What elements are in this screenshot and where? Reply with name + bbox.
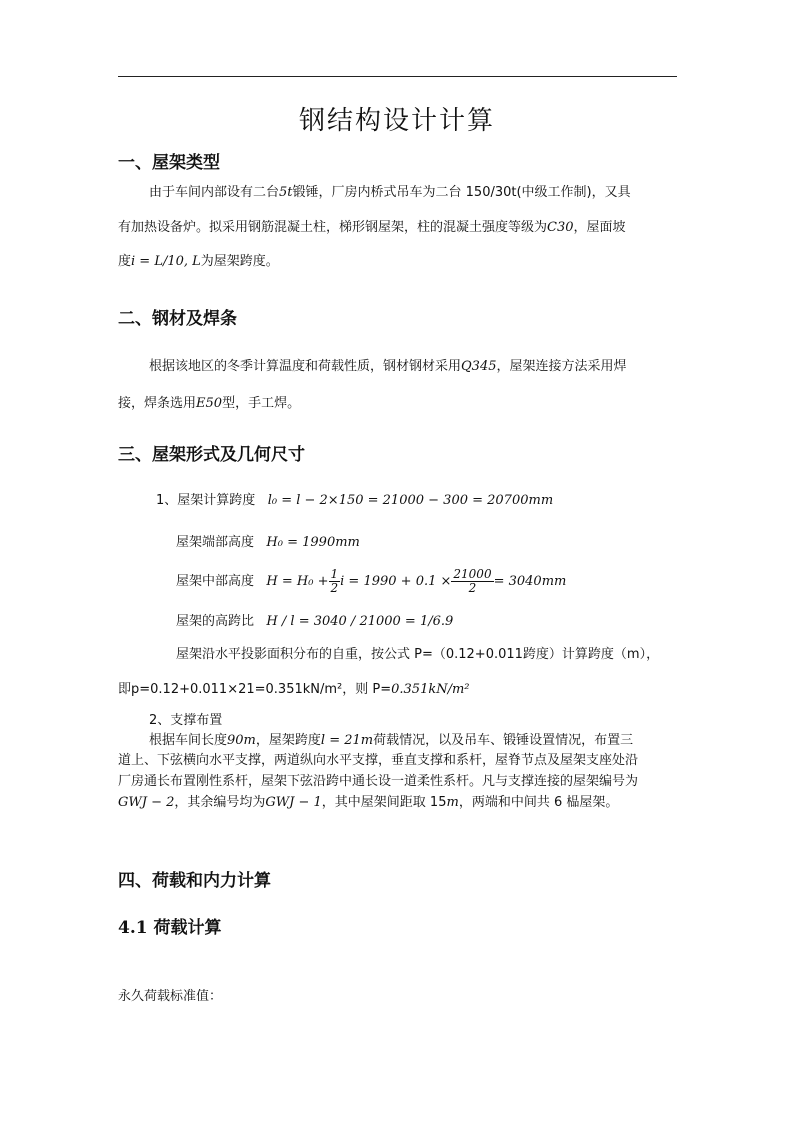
header-rule [118,76,677,77]
brace-line3: 厂房通长布置刚性系杆，屋架下弦沿跨中通长设一道柔性系杆。凡与支撑连接的屋架编号为 [118,774,639,789]
ratio-row: 屋架的高跨比 H / l = 3040 / 21000 = 1/6.9 [176,614,454,629]
permanent-load-label: 永久荷载标准值： [118,989,223,1004]
end-height-row: 屋架端部高度 H₀ = 1990mm [176,535,360,550]
section2-line2: 接，焊条选用E50型，手工焊。 [118,396,301,411]
section4-heading: 四、荷载和内力计算 [118,871,271,891]
page-title: 钢结构设计计算 [298,106,495,136]
span-row: 1、屋架计算跨度 l₀ = l − 2×150 = 21000 − 300 = 20700mm [156,493,554,508]
section3-heading: 三、屋架形式及几何尺寸 [118,445,305,465]
brace-line2: 道上、下弦横向水平支撑，两道纵向水平支撑，垂直支撑和系杆，屋脊节点及屋架支座处沿 [118,753,639,768]
section2-line1: 根据该地区的冬季计算温度和荷载性质，钢材钢材采用Q345，屋架连接方法采用焊 [149,359,627,374]
mid-fraction-half: $\frac{1}{2}$ [330,567,339,595]
section1-line3: 度i = L/10, L为屋架跨度。 [118,254,279,269]
brace-line4: GWJ − 2，其余编号均为GWJ − 1，其中屋架间距取 15m，两端和中间共 6 榀屋架。 [118,795,619,810]
section1-line1: 由于车间内部设有二台5t锻锤，厂房内桥式吊车为二台 150/30t(中级工作制)，又具 [149,185,631,200]
section4-subheading: 4.1 荷载计算 [118,918,222,938]
mid-fraction-span: $\frac{21000}{2}$ [453,567,492,595]
span-formula: l₀ = l − 2×150 = 21000 − 300 = 20700mm [267,493,554,508]
brace-label: 2、支撑布置 [149,713,223,728]
selfweight-line1: 屋架沿水平投影面积分布的自重，按公式 P=（0.12+0.011跨度）计算跨度（m）， [176,647,660,662]
brace-line1: 根据车间长度90m，屋架跨度l = 21m荷载情况，以及吊车、锻锤设置情况，布置三 [149,733,634,748]
end-height-formula: H₀ = 1990mm [266,535,360,550]
ratio-formula: H / l = 3040 / 21000 = 1/6.9 [266,614,454,629]
section1-line2: 有加热设备炉。拟采用钢筋混凝土柱，梯形钢屋架，柱的混凝土强度等级为C30，屋面坡 [118,220,626,235]
section2-heading: 二、钢材及焊条 [118,309,237,329]
selfweight-line2: 即p=0.12+0.011×21=0.351kN/m²，则 P=0.351kN/m² [118,682,470,697]
section1-heading: 一、屋架类型 [118,153,220,173]
mid-height-row: 屋架中部高度 H = H₀ + $\frac{1}{2}$ i = 1990 + 0.1 × $\frac{21000}{2}$ = 3040mm [176,567,567,595]
